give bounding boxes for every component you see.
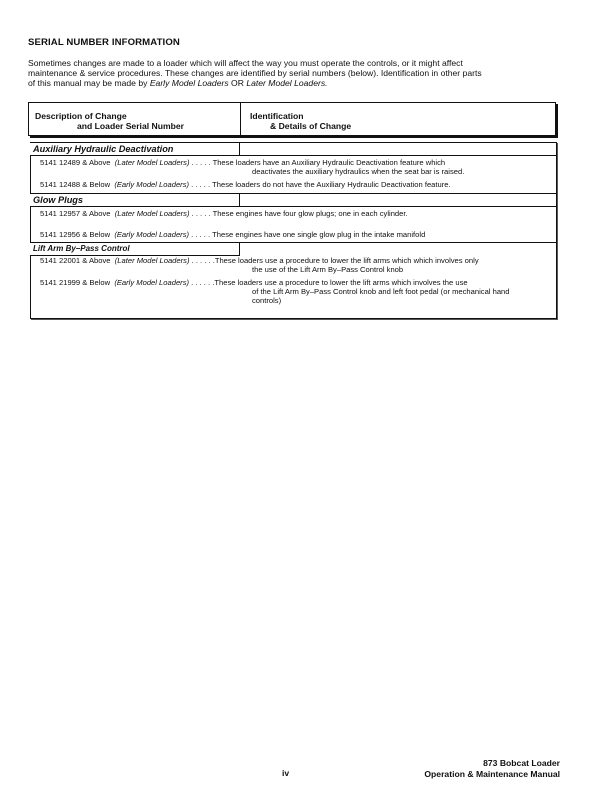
serial-number: 5141 12957 & Above	[40, 209, 111, 218]
change-description-cont: controls)	[252, 296, 282, 305]
change-description: These loaders have an Auxiliary Hydraulic Deactivation feature which	[212, 158, 446, 167]
early-model-term: Early Model Loaders	[149, 78, 229, 89]
list-item	[40, 278, 468, 287]
header-left-column	[35, 111, 184, 131]
footer-manual: Operation & Maintenance Manual	[424, 768, 560, 779]
serial-number: 5141 21999 & Below	[40, 278, 111, 287]
dot-leader: . . . . .	[189, 180, 213, 189]
change-description-cont: of the Lift Arm By–Pass Control knob and left foot pedal (or mechanical hand	[252, 287, 510, 296]
change-description: These engines have one single glow plug in the intake manifold	[212, 230, 426, 239]
dot-leader: . . . . . .	[189, 256, 215, 265]
list-item	[40, 158, 445, 167]
header-left-line-2: and Loader Serial Number	[77, 121, 184, 131]
later-model-term: Later Model Loaders.	[246, 78, 328, 89]
serial-number: 5141 12488 & Below	[40, 180, 111, 189]
serial-number: 5141 12956 & Below	[40, 230, 111, 239]
change-description: These loaders use a procedure to lower the lift arms which which involves only	[214, 256, 479, 265]
change-description-cont: the use of the Lift Arm By–Pass Control knob	[252, 265, 404, 274]
header-left-line-1: Description of Change	[35, 111, 127, 121]
model-label: (Early Model Loaders)	[114, 278, 190, 287]
section-rule	[30, 206, 556, 207]
model-label: (Later Model Loaders)	[114, 158, 190, 167]
section-title-glow-plugs: Glow Plugs	[30, 193, 240, 207]
change-description-cont: deactivates the auxiliary hydraulics when the seat bar is raised.	[252, 167, 465, 176]
section-rule	[30, 155, 556, 156]
footer-title	[424, 758, 560, 779]
model-label: (Later Model Loaders)	[114, 256, 190, 265]
dot-leader: . . . . . .	[189, 278, 215, 287]
page-heading: SERIAL NUMBER INFORMATION	[28, 37, 180, 48]
change-description: These engines have four glow plugs; one in each cylinder.	[212, 209, 408, 218]
model-label: (Early Model Loaders)	[114, 180, 190, 189]
dot-leader: . . . . .	[189, 158, 213, 167]
serial-number: 5141 22001 & Above	[40, 256, 111, 265]
intro-line-2: maintenance & service procedures. These changes are identified by serial numbers (below). Identification in other parts	[28, 68, 482, 79]
list-item	[40, 209, 408, 218]
header-right-line-1: Identification	[250, 111, 304, 121]
header-right-column	[250, 111, 351, 131]
intro-line-1: Sometimes changes are made to a loader which will affect the way you must operate the controls, or it might affect	[28, 58, 463, 68]
intro-paragraph	[28, 58, 558, 89]
or-word: OR	[228, 78, 247, 89]
table-header	[28, 102, 556, 136]
model-label: (Early Model Loaders)	[114, 230, 190, 239]
section-title-lift-arm-bypass: Lift Arm By–Pass Control	[30, 242, 240, 256]
dot-leader: . . . . .	[189, 230, 213, 239]
header-divider	[240, 103, 241, 135]
list-item	[40, 180, 451, 189]
serial-number: 5141 12489 & Above	[40, 158, 111, 167]
intro-line-3	[28, 78, 558, 88]
page-number: iv	[282, 768, 290, 778]
intro-line-3-prefix: of this manual may be made by	[28, 78, 150, 89]
change-description: These loaders use a procedure to lower the lift arms which involves the use	[214, 278, 468, 287]
model-label: (Later Model Loaders)	[114, 209, 190, 218]
change-description: These loaders do not have the Auxiliary Hydraulic Deactivation feature.	[212, 180, 451, 189]
footer-model: 873 Bobcat Loader	[483, 758, 560, 768]
list-item	[40, 230, 425, 239]
header-right-line-2: & Details of Change	[270, 121, 352, 131]
list-item	[40, 256, 479, 265]
section-title-auxiliary-hydraulic: Auxiliary Hydraulic Deactivation	[30, 142, 240, 156]
dot-leader: . . . . .	[189, 209, 213, 218]
